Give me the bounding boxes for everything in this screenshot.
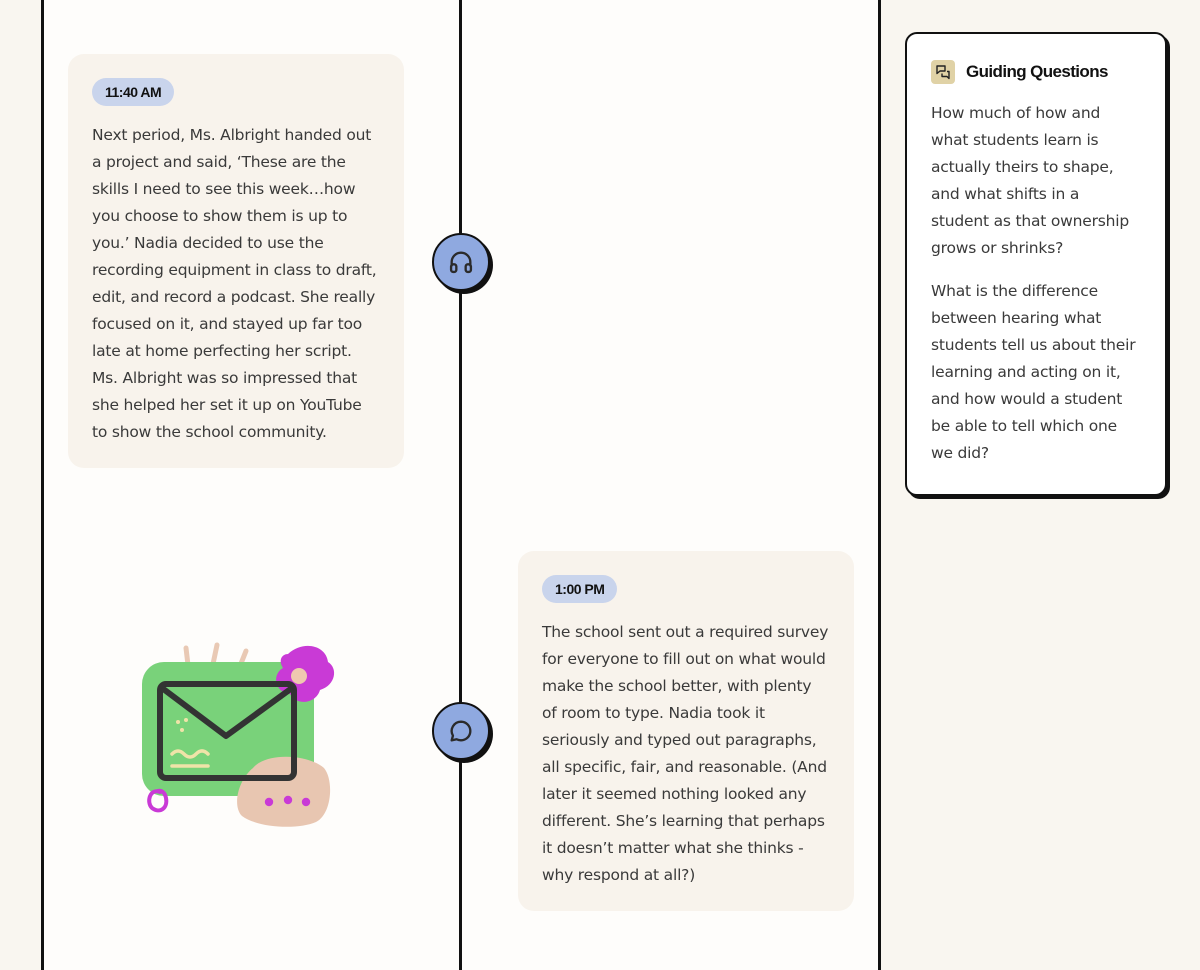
guiding-question: How much of how and what students learn is actually theirs to shape, and what shifts in a student as that ownership grows or shrinks? [931, 104, 1130, 257]
event-text: Next period, Ms. Albright handed out a project and said, ‘These are the skills I need to see this week…how you choose to show them is up to you.’ Nadia decided to use the recording equipment in class to draft, edit, and record a podcast. She really focused on it, and stayed up far too late at home perfecting her script. Ms. Albright was so impressed that she helped her set it up on YouTube to show the school community. [92, 126, 377, 441]
timeline-event-card [68, 54, 404, 468]
timeline-node [432, 702, 490, 760]
timeline-event-card [518, 551, 854, 911]
event-text: The school sent out a required survey for everyone to fill out on what would make the school better, with plenty of room to type. Nadia took it seriously and typed out paragraphs, all specific, fair, and reasonable. (And later it seemed nothing looked any different. She’s learning that perhaps it doesn’t matter what she thinks - why respond at all?) [542, 623, 829, 884]
headphones-icon [447, 248, 475, 276]
envelope-illustration [138, 640, 343, 830]
timeline-line [459, 0, 462, 970]
time-badge: 11:40 AM [92, 78, 174, 106]
question-chat-icon [931, 60, 955, 84]
time-badge: 1:00 PM [542, 575, 617, 603]
chat-bubble-icon [447, 717, 475, 745]
guiding-questions-panel [905, 32, 1167, 496]
guiding-questions-header [931, 60, 1141, 84]
timeline-node [432, 233, 490, 291]
guiding-questions-title: Guiding Questions [966, 62, 1108, 81]
guiding-question: What is the difference between hearing what students tell us about their learning and acting on it, and how would a student be able to tell which one we did? [931, 282, 1136, 462]
